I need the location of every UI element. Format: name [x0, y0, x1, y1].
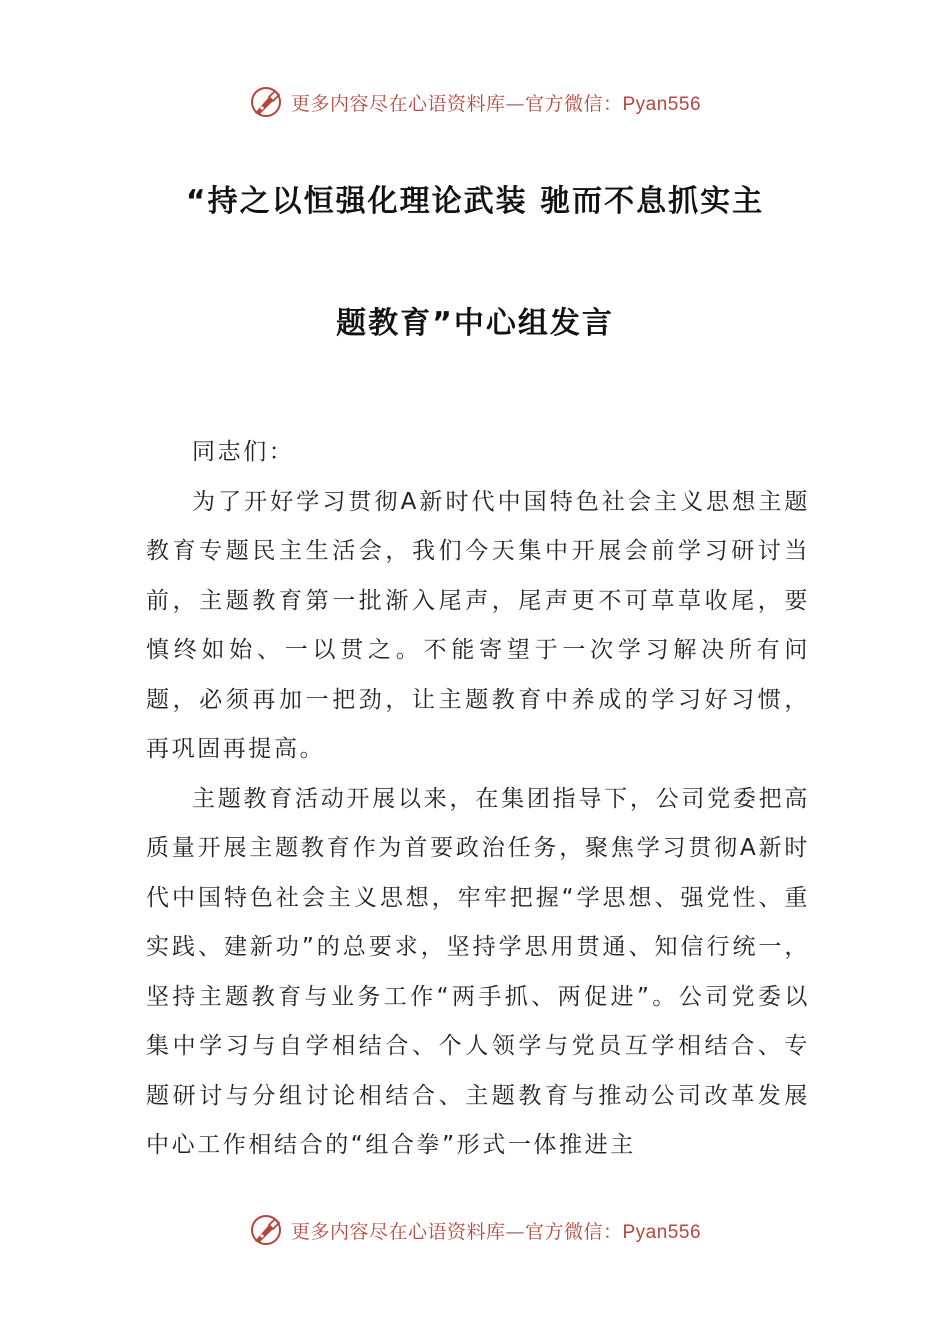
document-body: [146, 428, 810, 1171]
watermark-text-cn: 更多内容尽在心语资料库: [290, 1220, 506, 1243]
body-paragraph: 为了开好学习贯彻A新时代中国特色社会主义思想主题教育专题民主生活会，我们今天集中开展会前学习研讨当前，主题教育第一批渐入尾声，尾声更不可草草收尾，要慎终如始、一以贯之。不能寄望于一次学习解决所有问题，必须再加一把劲，让主题教育中养成的学习好习惯，再巩固再提高。: [146, 488, 810, 762]
watermark-banner-bottom: [0, 1208, 950, 1252]
watermark-wechat-id: Pyan556: [622, 1221, 702, 1243]
salutation: 同志们：: [192, 439, 295, 465]
body-paragraph: 主题教育活动开展以来，在集团指导下，公司党委把高质量开展主题教育作为首要政治任务，聚焦学习贯彻A新时代中国特色社会主义思想，牢牢把握“学思想、强党性、重实践、建新功”的总要求，坚持学思用贯通、知信行统一，坚持主题教育与业务工作“两手抓、两促进”。公司党委以集中学习与自学相结合、个人领学与党员互学相结合、专题研讨与分组讨论相结合、主题教育与推动公司改革发展中心工作相结合的“组合拳”形式一体推进主: [146, 785, 810, 1158]
watermark-text: [291, 1217, 701, 1244]
watermark-suffix: 官方微信：: [524, 92, 623, 115]
watermark-text-cn: 更多内容尽在心语资料库: [290, 92, 506, 115]
pen-nib-circle-icon: [249, 1213, 283, 1247]
watermark-wechat-id: Pyan556: [622, 93, 702, 115]
watermark-separator: —: [505, 1220, 525, 1243]
watermark-banner-top: [0, 80, 950, 124]
watermark-content: [249, 85, 701, 119]
pen-nib-circle-icon: [249, 85, 283, 119]
watermark-suffix: 官方微信：: [524, 1220, 623, 1243]
document-title-line-1: “持之以恒强化理论武装 驰而不息抓实主: [185, 184, 765, 219]
watermark-content: [249, 1213, 701, 1247]
watermark-separator: —: [505, 92, 525, 115]
watermark-text: [291, 89, 701, 116]
document-title-line-2: 题教育”中心组发言: [336, 306, 614, 341]
